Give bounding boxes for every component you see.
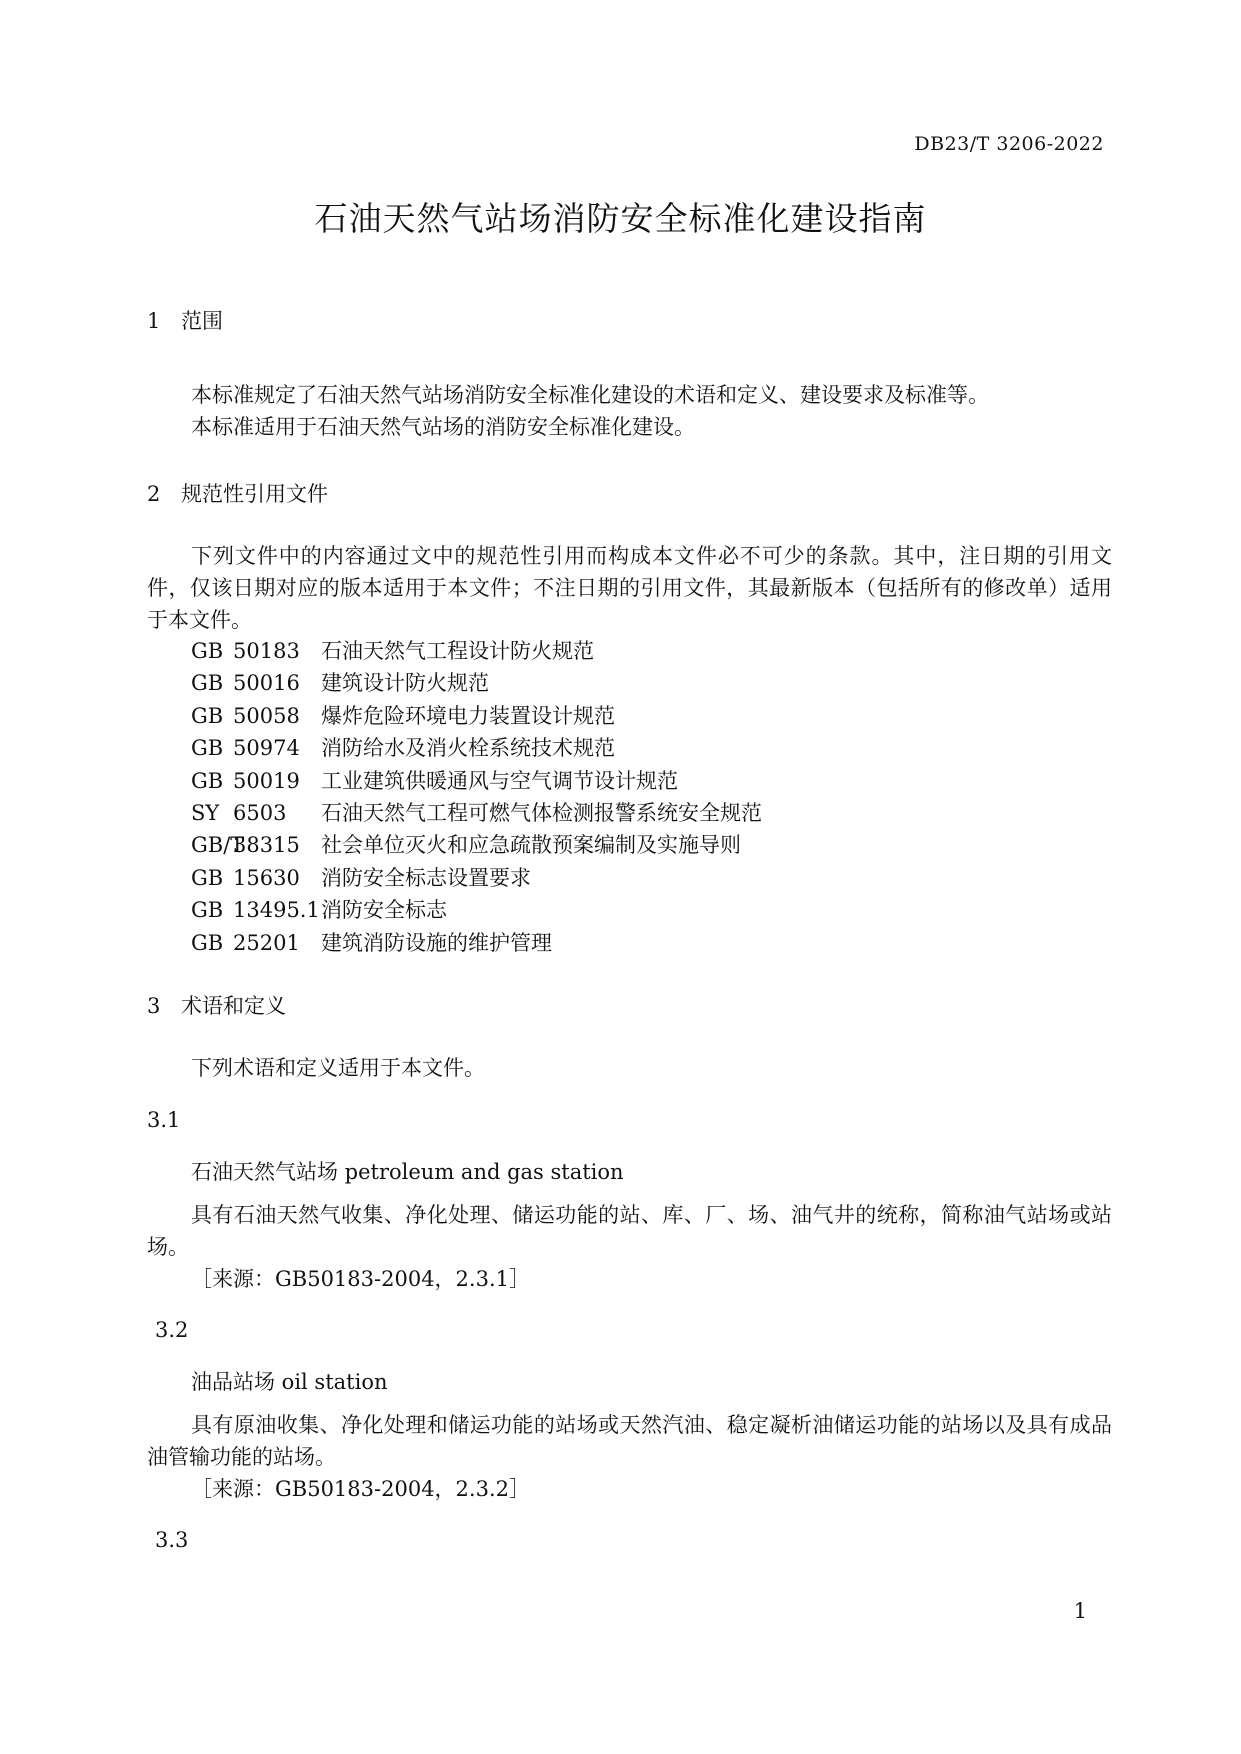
term-definition: 具有石油天然气收集、净化处理、储运功能的站、库、厂、场、油气井的统称，简称油气站场或站场。 [147, 1203, 1112, 1259]
term-name: 石油天然气站场 petroleum and gas station [191, 1160, 624, 1184]
terms-intro: 下列术语和定义适用于本文件。 [191, 1056, 485, 1080]
term-name: 油品站场 oil station [191, 1370, 388, 1394]
reference-item: GB 50974 消防给水及消火栓系统技术规范 [191, 736, 615, 761]
term-number: 3.3 [155, 1528, 189, 1552]
section-1-heading [147, 305, 223, 335]
scope-paragraph-1: 本标准规定了石油天然气站场消防安全标准化建设的术语和定义、建设要求及标准等。 [191, 383, 989, 407]
document-code: DB23/T 3206-2022 [914, 133, 1104, 155]
reference-item: GB 50058 爆炸危险环境电力装置设计规范 [191, 703, 615, 728]
reference-item: SY 6503 石油天然气工程可燃气体检测报警系统安全规范 [191, 800, 762, 825]
section-3-heading [147, 990, 286, 1020]
section-number: 2 [147, 482, 161, 506]
document-title: 石油天然气站场消防安全标准化建设指南 [314, 199, 927, 238]
term-definition: 具有原油收集、净化处理和储运功能的站场或天然汽油、稳定凝析油储运功能的站场以及具有成品油管输功能的站场。 [147, 1413, 1112, 1469]
reference-item: GB 50016 建筑设计防火规范 [191, 671, 489, 696]
term-number: 3.2 [155, 1318, 189, 1342]
section-number: 1 [147, 309, 161, 333]
normative-references-list [191, 635, 762, 959]
reference-item: GB 13495.1消防安全标志 [191, 898, 447, 923]
term-source: ［来源：GB50183-2004，2.3.1］ [191, 1267, 530, 1291]
section-title: 范围 [181, 309, 223, 333]
page-number: 1 [1073, 1599, 1087, 1623]
section-title: 术语和定义 [181, 994, 286, 1018]
reference-item: GB 15630 消防安全标志设置要求 [191, 865, 531, 890]
reference-item: GB 50183 石油天然气工程设计防火规范 [191, 639, 594, 663]
reference-item: GB 25201 建筑消防设施的维护管理 [191, 930, 552, 955]
reference-item: GB/T38315 社会单位灭火和应急疏散预案编制及实施导则 [191, 833, 741, 858]
term-number: 3.1 [147, 1108, 181, 1132]
section-2-heading [147, 478, 328, 508]
section-number: 3 [147, 994, 161, 1018]
references-intro: 下列文件中的内容通过文中的规范性引用而构成本文件必不可少的条款。其中，注日期的引用文件，仅该日期对应的版本适用于本文件；不注日期的引用文件，其最新版本（包括所有的修改单）适用于本文件。 [147, 544, 1112, 632]
scope-paragraph-2: 本标准适用于石油天然气站场的消防安全标准化建设。 [191, 415, 695, 439]
section-title: 规范性引用文件 [181, 482, 328, 506]
term-source: ［来源：GB50183-2004，2.3.2］ [191, 1477, 530, 1501]
reference-item: GB 50019 工业建筑供暖通风与空气调节设计规范 [191, 768, 678, 793]
